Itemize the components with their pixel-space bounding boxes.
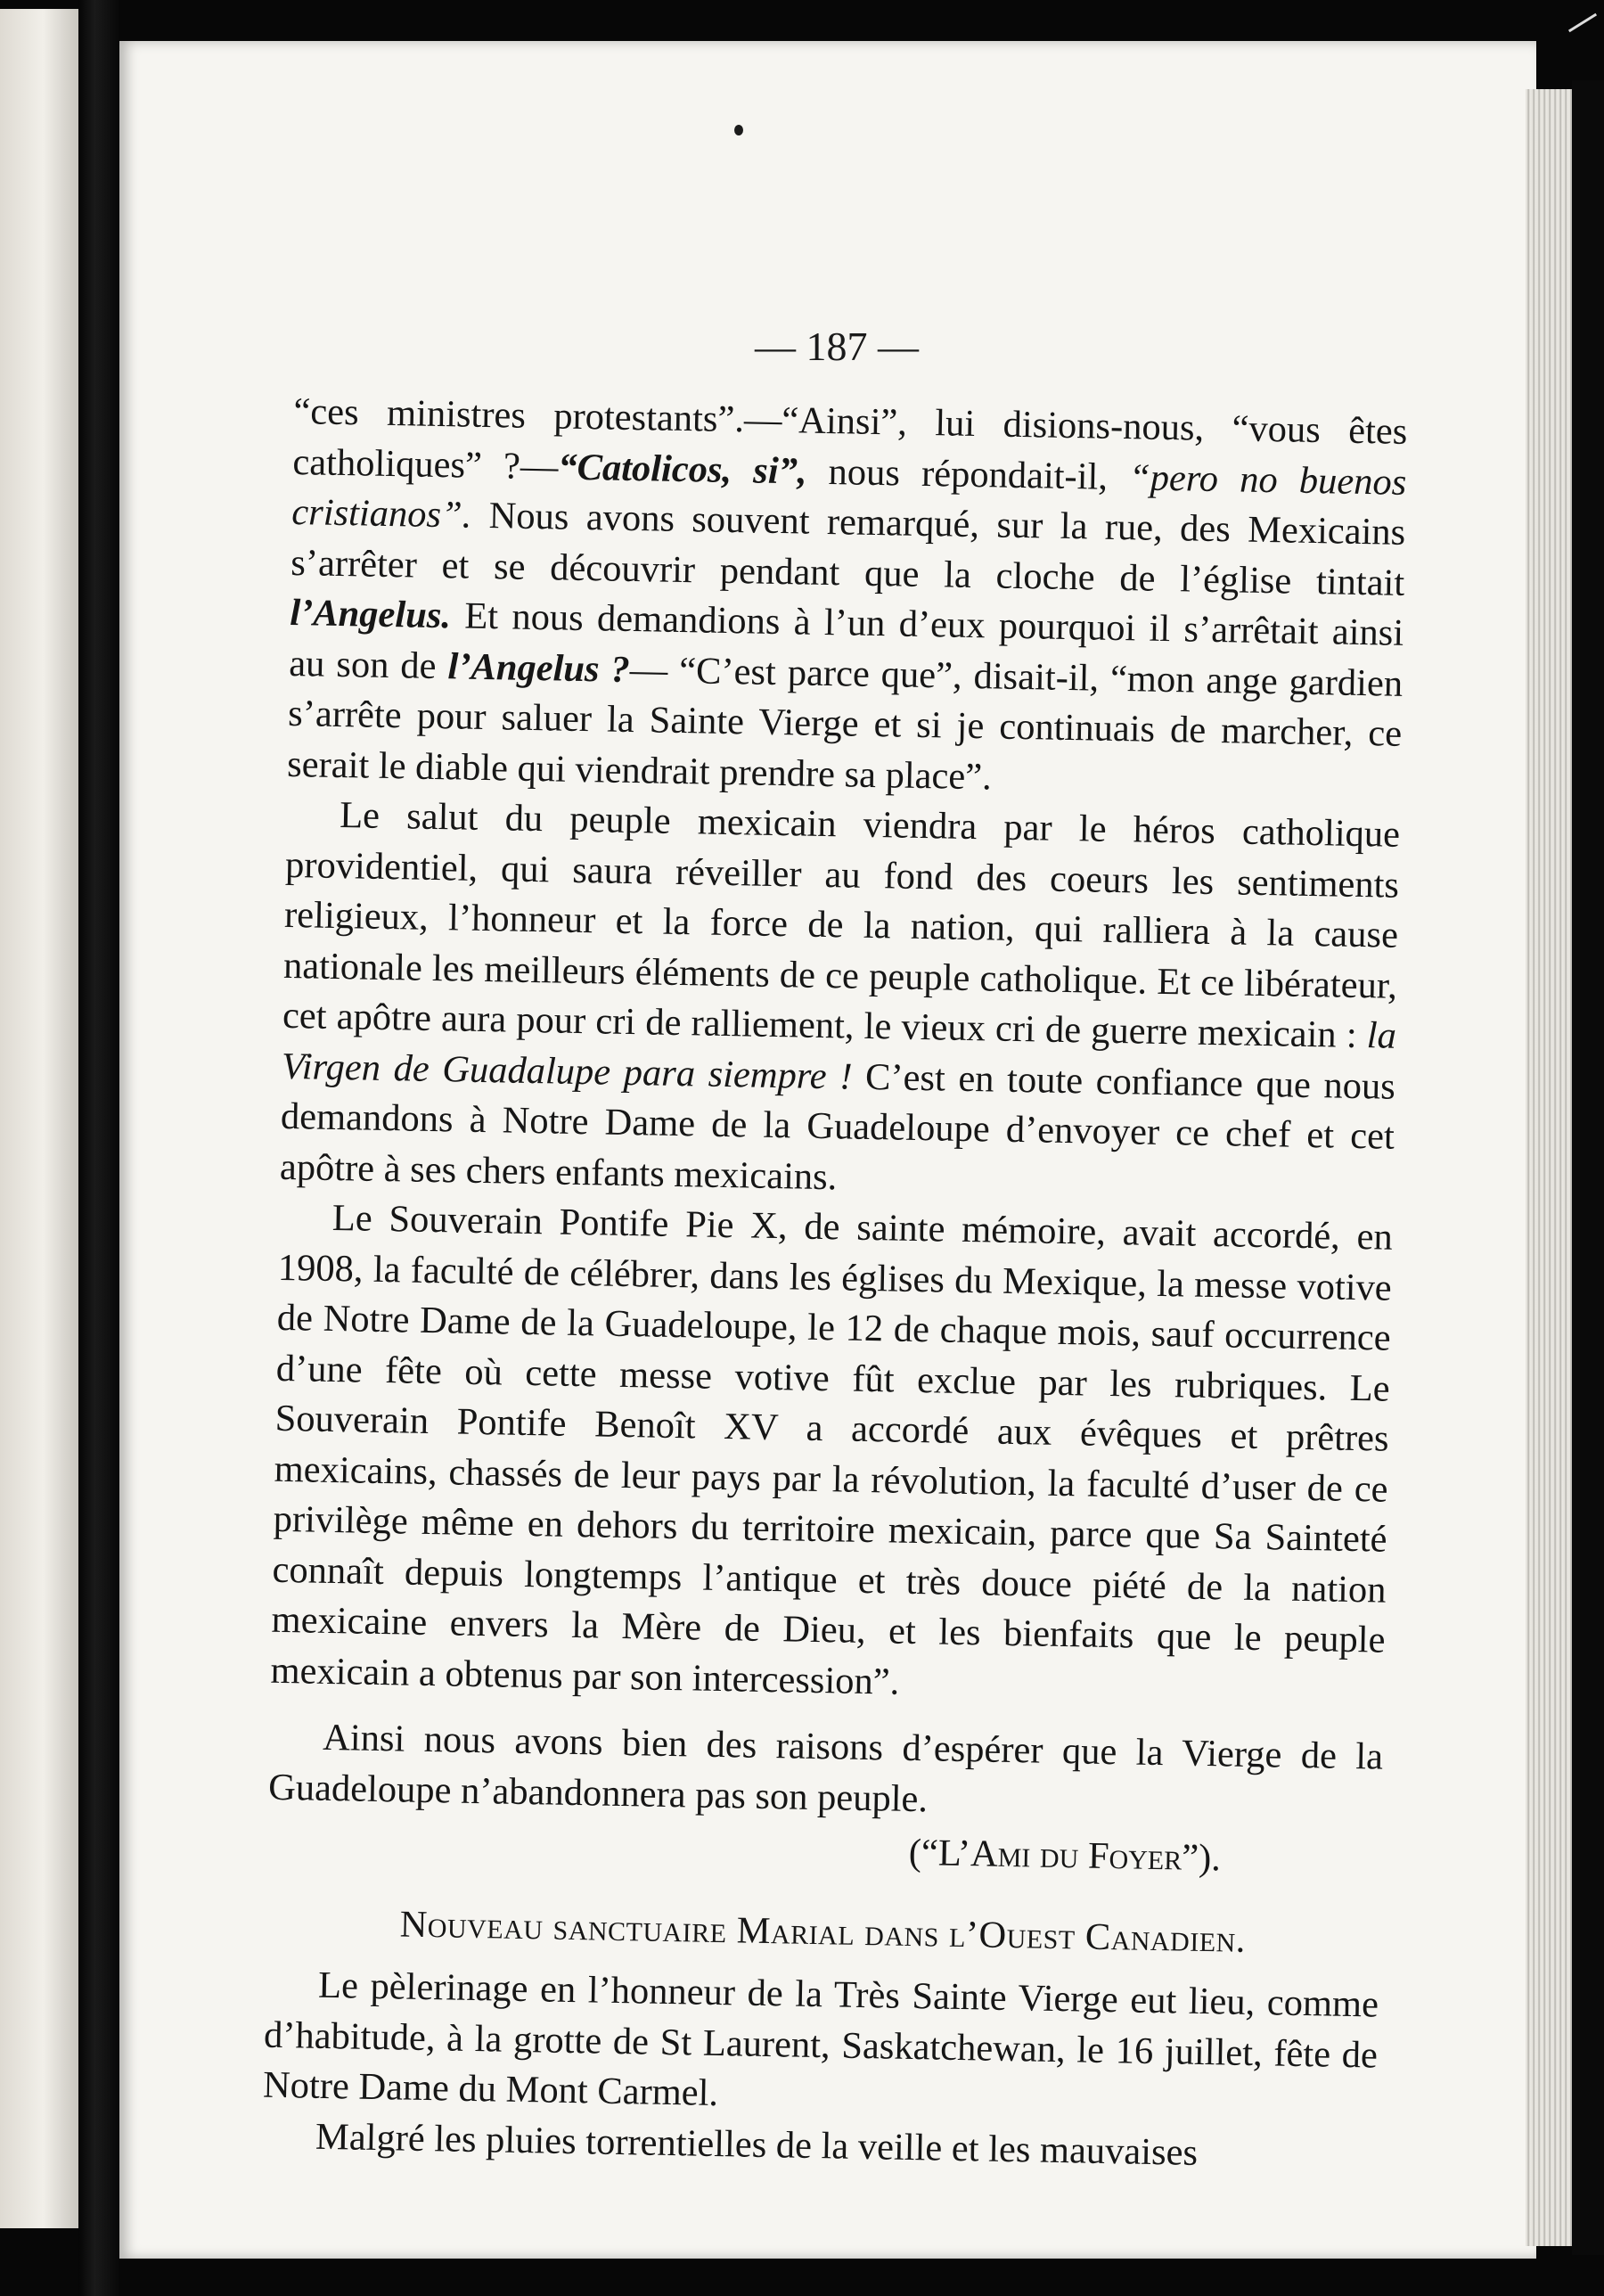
text-run: “pero no buenos cristianos”. xyxy=(291,455,1407,537)
text-run: l’Angelus ? xyxy=(447,644,631,691)
facing-page-edge xyxy=(0,9,78,2228)
text-run: Nous avons souvent remarqué, sur la rue, des Mexicains s’arrêter et se découvrir pendant que la cloche de l’église tintait xyxy=(290,494,1406,604)
text-run: nous répondait-il, xyxy=(806,450,1130,498)
text-run: Le pèlerinage en l’honneur de la Très Sainte Vierge eut lieu, comme d’habitude, à la grotte de St Laurent, Saskatchewan, le 16 juillet, fête de Notre Dame du Mont Carmel. xyxy=(262,1964,1379,2115)
book-gutter xyxy=(78,0,119,2296)
text-run: Ami du Foyer xyxy=(970,1833,1183,1879)
text-run: “Catolicos, si”, xyxy=(557,445,807,493)
scan-background xyxy=(1572,80,1604,2255)
text-run: ”). xyxy=(1181,1836,1222,1880)
text-run: l’Angelus. xyxy=(289,591,452,637)
paragraph xyxy=(287,387,1408,810)
page-number: — 187 — xyxy=(755,324,919,369)
paragraph xyxy=(279,790,1400,1213)
book-page xyxy=(119,41,1536,2259)
text-run: Le salut du peuple mexicain viendra par le héros catholique providentiel, qui saura réveiller au fond des coeurs les sentiments religieux, l’honneur et la force de la nation, qui ralliera à la cause nationale les meilleurs éléments de ce peuple catholique. Et ce libérateur, cet apôtre aura pour cri de ralliement, le vieux cri de guerre mexicain : xyxy=(282,794,1401,1057)
paragraph xyxy=(270,1193,1393,1717)
text-run: Et nous demandions à l’un d’eux pourquoi il s’arrêtait ainsi au son de xyxy=(288,594,1404,687)
section-heading xyxy=(266,1897,1380,1967)
paragraph xyxy=(268,1712,1384,1833)
text-run: Ainsi nous avons bien des raisons d’espérer que la Vierge de la Guadeloupe n’abandonnera pas son peuple. xyxy=(267,1716,1384,1820)
page-body xyxy=(262,387,1408,2182)
paragraph xyxy=(263,1960,1379,2131)
text-run: “ces ministres protestants”.—“Ainsi”, lui disions-nous, “vous êtes catholiques” ?— xyxy=(292,390,1408,488)
text-run: Le Souverain Pontife Pie X, de sainte mémoire, avait accordé, en 1908, la faculté de célébrer, dans les églises du Mexique, la messe votive de Notre Dame de la Guadeloupe, le 12 de chaque mois, sauf occurrence d’une fête où cette messe votive fût exclue par les rubriques. Le Souverain Pontife Benoît XV a accordé aux évêques et prêtres mexicains, chassés de leur pays par la révolution, la faculté d’user de ce privilège même en dehors du territoire mexicain, parce que Sa Sainteté connaît depuis longtemps l’antique et très douce piété de la nation mexicaine envers la Mère de Dieu, et les bienfaits que le peuple mexicain a obtenus par son intercession”. xyxy=(270,1196,1394,1703)
text-run: la Virgen de Guadalupe para siempre ! xyxy=(281,1014,1397,1098)
ink-spot xyxy=(734,125,743,135)
text-run: Malgré les pluies torrentielles de la veille et les mauvaises xyxy=(315,2115,1199,2174)
scan-mark xyxy=(1568,13,1597,33)
text-run: (“L’ xyxy=(908,1831,971,1875)
page-stack-edge xyxy=(1526,89,1572,2246)
text-run: Nouveau sanctuaire Marial dans l’Ouest Canadien. xyxy=(399,1902,1247,1961)
text-run: C’est en toute confiance que nous demandons à Notre Dame de la Guadeloupe d’envoyer ce chef et cet apôtre à ses chers enfants mexicains. xyxy=(279,1055,1396,1198)
text-run: — “C’est parce que”, disait-il, “mon ange gardien s’arrête pour saluer la Sainte Vierge et si je continuais de marcher, ce serait le diable qui viendrait prendre sa place”. xyxy=(286,648,1404,798)
